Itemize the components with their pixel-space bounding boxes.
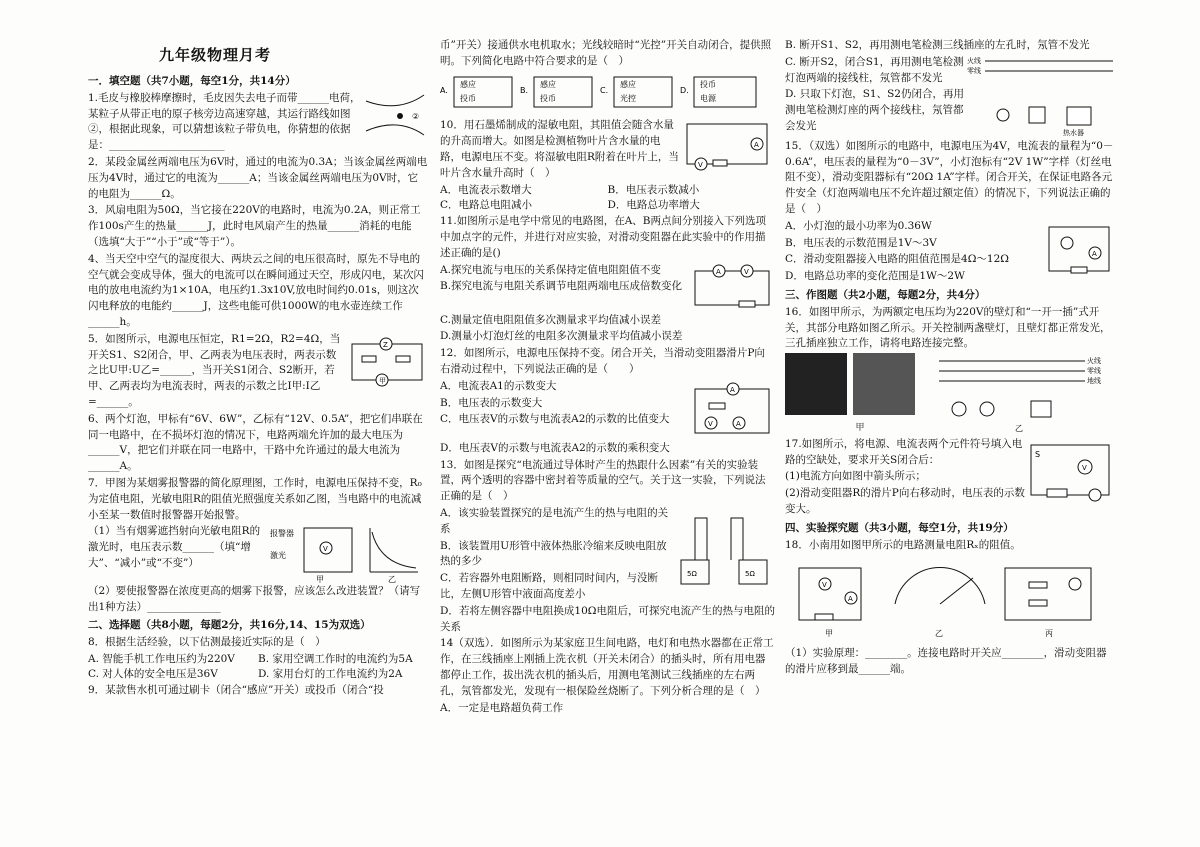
question-13-option-d: D．若将左侧容器中电阻换成10Ω电阻后，可探究电流产生的热与电阻的关系 [440, 604, 775, 633]
question-15-option-a: A．小灯泡的最小功率为0.36W [785, 219, 932, 232]
svg-text:C.: C. [600, 85, 609, 95]
question-8-option-a: A. 智能手机工作电压约为220V [88, 652, 235, 665]
question-17-text: 17.如图所示，将电源、电流表两个元件符号填入电路的空缺处，要求开关S闭合后： [785, 437, 1023, 466]
question-12-option-b: B．电压表的示数变大 [440, 396, 543, 409]
question-1-text: 1.毛皮与橡胶棒摩擦时，毛皮因失去电子而带______电荷，某粒子从带正电的原子核旁边高速穿越，其运行路线如图②，根据此现象，可以猜想该粒子带负电，你猜想的依据是：______________________ [88, 91, 361, 152]
svg-text:V: V [744, 267, 749, 276]
question-12-text: 12．如图所示，电源电压保持不变。闭合开关，当滑动变阻器滑片P向右滑动过程中，下列说法正确的是（ ） [440, 347, 765, 375]
question-11-option-d: D.测量小灯泡灯丝的电阻多次测量求平均值减小误差 [440, 330, 683, 343]
svg-text:A: A [730, 385, 735, 394]
question-13-option-b: B．该装置用U形管中液体热胀冷缩来反映电阻放热的多少 [440, 539, 667, 568]
section-experiment-heading: 四、实验探究题（共3小题，每空1分，共19分） [785, 521, 1014, 534]
label-ganying-a: 感应 [460, 79, 476, 89]
question-5-circuit-figure [346, 332, 428, 388]
neutral-wire-label: 零线 [967, 66, 981, 75]
question-14-option-d: D. 只取下灯泡，S1、S2仍闭合，再用测电笔检测灯座的两个接线柱，氖管都会发光 [785, 88, 964, 132]
question-12-circuit-figure [689, 379, 775, 441]
question-10-option-b: B．电压表示数减小 [607, 183, 700, 196]
question-7a-text: （1）当有烟雾遮挡射向光敏电阻R的激光时，电压表示数______（填“增大”、“减小”或“不变”） [88, 525, 261, 569]
wiring-live-label: 火线 [1087, 357, 1101, 366]
question-14-options-cd [785, 55, 965, 139]
fig-jia-caption: 甲 [855, 422, 865, 433]
svg-text:甲: 甲 [379, 376, 386, 385]
question-16-text: 16．如图甲所示，为两额定电压均为220V的壁灯和“一开一插”式开关，其部分电路如图乙所示。开关控制两盏壁灯，且壁灯都正常发光，三孔插座独立工作，请将电路连接完整。 [785, 305, 1111, 350]
question-1 [88, 91, 428, 155]
fig-yi-label: 乙 [388, 575, 396, 585]
question-11-option-c: C.测量定值电阻阻值多次测量求平均值减小误差 [440, 313, 661, 326]
smoke-alarm-figure [268, 524, 428, 584]
question-14-option-c: C. 断开S2，闭合S1，再用测电笔检测灯泡两端的接线柱，氖管都不发光 [785, 55, 964, 84]
particle-path-figure [362, 91, 428, 137]
question-10 [440, 118, 775, 182]
svg-text:V: V [698, 161, 703, 170]
question-12-option-c: C．电压表V的示数与电流表A2的示数的比值变大 [440, 413, 670, 426]
question-8-option-b: B. 家用空调工作时的电流约为5A [258, 652, 413, 665]
question-7-parts [88, 524, 428, 584]
question-14-bathroom-circuit-figure [965, 55, 1115, 139]
question-17-text-block [785, 437, 1025, 519]
svg-text:V: V [1082, 463, 1087, 472]
question-17-circuit-figure [1025, 437, 1115, 503]
question-15-option-b: B．电压表的示数范围是1V～3V [785, 236, 937, 249]
question-3-text: 3．风扇电阻为50Ω，当它接在220V的电路时，电流为0.2A，则正常工作100s产生的热量______J，此时电风扇产生的热量______消耗的电能（选填“大于”“小于”或“等于”）。 [88, 204, 421, 248]
label-toubi-b: 投币 [540, 93, 556, 103]
label-toubi-a: 投币 [460, 93, 476, 103]
question-11-option-a: A.探究电流与电压的关系保持定值电阻阻值不变 [440, 263, 661, 276]
question-17-condition-1: (1)电流方向如图中箭头所示； [785, 470, 926, 483]
question-6-text: 6、两个灯泡，甲标有“6V、6W”，乙标有“12V、0.5A”，把它们串联在同一电路中，在不损坏灯泡的情况下，电路两端允许加的最大电压为______V，把它们并联在同一电路中，干路中允许通过的最大电流为______A。 [88, 412, 423, 473]
question-12-option-d: D．电压表V的示数与电流表A2的示数的乘积变大 [440, 441, 670, 454]
question-11-option-b: B.探究电流与电阻关系调节电阻两端电压成倍数变化 [440, 280, 683, 293]
question-13-option-c: C．若容器外电阻断路，则相同时间内，与没断比，左侧U形管中液面高度差小 [440, 572, 659, 600]
svg-text:B.: B. [520, 85, 529, 95]
question-16-wiring-figure [935, 353, 1111, 433]
question-2-text: 2．某段金属丝两端电压为6V时，通过的电流为0.3A；当该金属丝两端电压为4V时，通过它的电流为______A；当该金属丝两端电压为0V时，它的电阻为______Ω。 [88, 155, 428, 200]
label-guangkong-c: 光控 [620, 93, 636, 103]
label-ganying-b: 感应 [540, 79, 556, 89]
question-9-continued-text: 币”开关）接通供水电机取水；光线较暗时“光控”开关自动闭合，提供照明。下列简化电路中符合要求的是（ ） [440, 39, 772, 67]
question-11-body [440, 263, 775, 313]
alarm-label: 报警器 [270, 529, 294, 539]
svg-text:D.: D. [680, 85, 689, 95]
svg-text:A.: A. [440, 85, 448, 95]
question-14-text: 14（双选）．如图所示为某家庭卫生间电路，电灯和电热水器都在正常工作，在三线插座上刚插上洗衣机（开关未闭合）的插头时，所有用电器都停止工作，拔出洗衣机的插头后，用测电笔测试三线插座的左右两孔，氖管都发光，发现有一根保险丝烧断了。下列分析合理的是（ ） [440, 637, 774, 697]
question-14-option-b: B. 断开S1、S2，再用测电笔检测三线插座的左孔时，氖管不发光 [785, 39, 1090, 51]
question-15-text: 15．（双选）如图所示的电路中，电源电压为4V，电流表的量程为“0－0.6A”，电压表的量程为“0－3V”，小灯泡标有“2V 1W”字样（灯丝电阻不变），滑动变阻器标有“20Ω 1A”字样。闭合开关，在保证电路各元件安全（灯泡两端电压不允许超过额定值）的情况下，下列说法正确的是（ ） [785, 139, 1114, 215]
question-11-options [440, 263, 689, 313]
question-8-option-d: D. 家用台灯的工作电流约为2A [258, 668, 403, 681]
svg-text:A: A [1092, 249, 1097, 258]
question-5 [88, 332, 428, 412]
svg-text:A: A [754, 141, 759, 150]
wiring-ground-label: 地线 [1087, 377, 1101, 386]
question-9-options-figure [440, 71, 770, 113]
svg-text:A: A [848, 595, 853, 604]
section-choice-heading: 二、选择题（共8小题，每题2分，共16分,14、15为双选） [88, 618, 371, 631]
question-13-options [440, 506, 675, 604]
question-15-body [785, 219, 1115, 286]
question-14-option-a: A．一定是电路超负荷工作 [440, 701, 564, 714]
svg-text:5Ω: 5Ω [687, 569, 697, 578]
question-15-option-d: D．电路总功率的变化范围是1W～2W [785, 270, 965, 283]
question-10-text: 10．用石墨烯制成的湿敏电阻，其阻值会随含水量的升高而增大。如图是检测植物叶片含水量的电路，电源电压不变。将湿敏电阻R附着在叶片上，当叶片含水量升高时（ ） [440, 119, 679, 179]
svg-text:②: ② [412, 111, 420, 121]
wiring-neutral-label: 零线 [1087, 367, 1101, 376]
question-17 [785, 437, 1115, 519]
label-dianyuan-d: 电源 [700, 93, 716, 103]
question-5-text: 5．如图所示，电源电压恒定，R1=2Ω，R2=4Ω，当开关S1、S2闭合，甲、乙两表为电压表时，两表示数之比U甲:U乙=______，当开关S1闭合、S2断开，若甲、乙两表均为电流表时，两表的示数之比I甲:I乙=______。 [88, 332, 341, 408]
question-7-text: 7．甲图为某烟雾报警器的简化原理图，工作时，电源电压保持不变，R₀为定值电阻，光敏电阻R的阻值光照强度关系如乙图，当电路中的电流减小至某一数值时报警器开始报警。 [88, 476, 422, 521]
water-heater-label: 热水器 [1063, 128, 1084, 137]
wall-lamp-photos [785, 353, 935, 437]
question-4-text: 4、当天空中空气的湿度很大、两块云之间的电压很高时，原先不导电的空气就会变成导体，强大的电流可以在瞬间通过天空，形成闪电，某次闪电的放电电流约为1×10A，电压约1.3x10V,放电时间约0.01s，则这次闪电释放的电能约______J，这些电能可供1000W的电水壶连续工作______h。 [88, 252, 424, 328]
laser-label: 激光 [270, 551, 286, 561]
q18-fig-jia-label: 甲 [825, 629, 833, 639]
column-2 [440, 38, 775, 717]
label-toubi-d: 投币 [700, 79, 716, 89]
svg-text:Z: Z [383, 340, 388, 349]
page-title: 九年级物理月考 [158, 46, 271, 64]
q18-fig-yi-label: 乙 [935, 629, 943, 639]
switch-socket-photo [853, 353, 915, 415]
svg-text:A: A [716, 267, 721, 276]
question-10-option-c: C．电路总电阻减小 [440, 199, 533, 212]
question-17-condition-2: (2)滑动变阻器R的滑片P向右移动时，电压表的示数变大。 [785, 487, 1025, 515]
question-15-option-c: C．滑动变阻器接入电路的阻值范围是4Ω～12Ω [785, 253, 1009, 266]
section-fill-blank-heading: 一．填空题（共7小题，每空1分，共14分） [88, 75, 296, 87]
section-drawing-heading: 三、作图题（共2小题，每题2分，共4分） [785, 288, 986, 301]
question-15-circuit-figure [1045, 219, 1115, 279]
question-18-figures [785, 554, 1105, 640]
question-15-options [785, 219, 1045, 286]
question-7b-text: （2）要使报警器在浓度更高的烟雾下报警，应该怎么改进装置？（请写出1种方法）______________ [88, 585, 421, 614]
svg-text:V: V [822, 581, 827, 590]
label-ganying-c: 感应 [620, 79, 636, 89]
column-3 [785, 38, 1115, 679]
svg-text:V: V [708, 419, 713, 428]
question-13-body [440, 506, 775, 604]
question-12-body [440, 379, 775, 441]
question-13-text: 13．如图是探究“电流通过导体时产生的热跟什么因素”有关的实验装置，两个透明的容器中密封着等质量的空气。关于这一实验，下列说法正确的是（ ） [440, 458, 766, 503]
column-1 [88, 72, 428, 700]
question-10-option-d: D．电路总功率增大 [607, 199, 700, 212]
svg-text:A: A [736, 419, 741, 428]
question-16-figures [785, 353, 1115, 437]
wall-lamp-photo [785, 353, 847, 415]
svg-text:S: S [1035, 449, 1041, 459]
question-13-option-a: A．该实验装置探究的是电流产生的热与电阻的关系 [440, 506, 669, 535]
question-9-text: 9．某款售水机可通过刷卡（闭合“感应”开关）或投币（闭合“投 [88, 684, 384, 697]
question-10-option-a: A．电流表示数增大 [440, 183, 532, 196]
question-11-circuit-figure [689, 263, 775, 313]
question-8-options-row-2 [88, 667, 428, 683]
question-8-option-c: C. 对人体的安全电压是36V [88, 668, 218, 681]
question-10-options-row-2 [440, 198, 775, 214]
question-10-circuit-figure [679, 118, 775, 174]
q18-fig-bing-label: 丙 [1045, 629, 1053, 639]
question-12-option-a: A．电流表A1的示数变大 [440, 379, 557, 392]
question-12-options [440, 379, 689, 441]
question-18-part-1-text: （1）实验原理：________。连接电路时开关应________，滑动变阻器的滑片应移到最______端。 [785, 647, 1107, 675]
svg-text:V: V [323, 545, 328, 554]
question-14-figure-block [785, 55, 1115, 139]
live-wire-label: 火线 [967, 56, 981, 65]
question-18-text: 18．小南用如图甲所示的电路测量电阻Rₓ的阻值。 [785, 538, 1021, 551]
question-10-options-row-1 [440, 183, 775, 199]
question-8-options-row-1 [88, 652, 428, 668]
question-8-text: 8．根据生活经验，以下估测最接近实际的是（ ） [88, 635, 326, 648]
svg-text:5Ω: 5Ω [745, 569, 755, 578]
fig-jia-label: 甲 [316, 575, 324, 585]
question-13-heating-apparatus-figure [675, 506, 775, 592]
question-11-text: 11.如图所示是电学中常见的电路图，在A、B两点间分别接入下列选项中加点字的元件，并进行对应实验，对滑动变阻器在此实验中的作用描述正确的是() [440, 215, 766, 259]
wiring-fig-yi-label: 乙 [1015, 424, 1023, 434]
